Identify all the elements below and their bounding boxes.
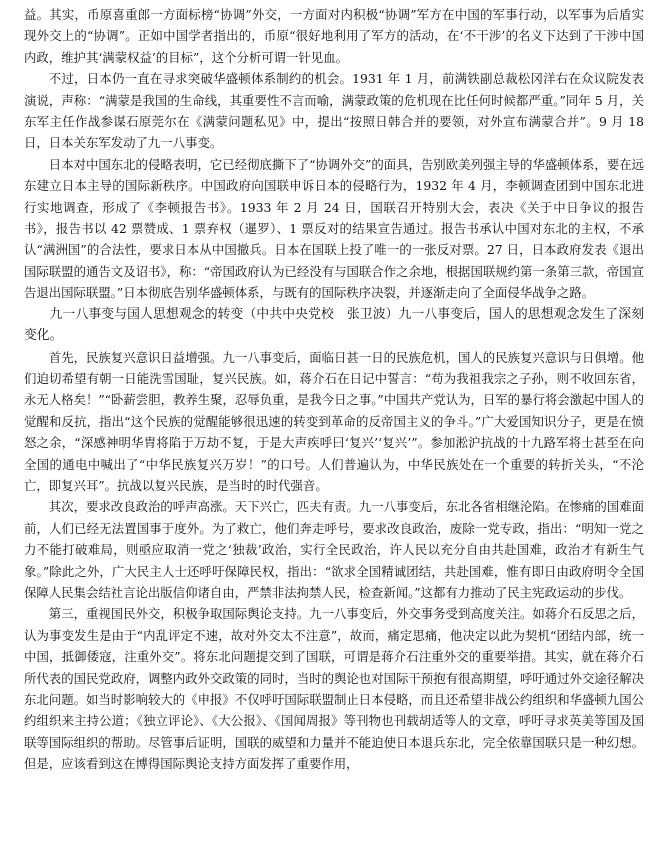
paragraph-4: 首先，民族复兴意识日益增强。九一八事变后，面临日甚一日的民族危机，国人的民族复兴意识与日俱增。他们迫切希望有朝一日能洗雪国耻，复兴民族。如，蒋介石在日记中誓言：“苟为我祖我宗之子孙，则不收回东省，永无人格矣！”“卧薪尝胆，教养生聚，忍辱负重，是我今日之事。”中国共产党认为，日军的暴行将会激起中国人的觉醒和反抗，指出“这个民族的觉醒能够很迅速的转变到革命的反帝国主义的争斗。”广大爱国知识分子，更是在愤怒之余，“深感神明华胄将陷于万劫不复，于是大声疾呼曰‘复兴’‘复兴’”。参加淞沪抗战的十九路军将士甚至在向全国的通电中喊出了“中华民族复兴万岁！”的口号。人们普遍认为，中华民族处在一个重要的转折关头，“不沦亡，即复兴耳”。抗战以复兴民族，是当时的时代强音。 <box>24 349 644 493</box>
paragraph-3: 日本对中国东北的侵略表明，它已经彻底撕下了“协调外交”的面具，告别欧美列强主导的华盛顿体系，要在远东建立日本主导的国际新秩序。中国政府向国联申诉日本的侵略行为，1932 年 4 月，李顿调查团到中国东北进行实地调查，形成了《李顿报告书》。1933 年 2 月 24 日，国联召开特别大会，表决《关于中日争议的报告书》，报告书以 42 票赞成、1 票弃权（暹罗）、1 票反对的结果宣告通过。报告书承认中国对东北的主权，不承认“满洲国”的合法性，要求日本从中国撤兵。日本在国联上投了唯一的一张反对票。27 日，日本政府发表《退出国际联盟的通告文及诏书》，称：“帝国政府认为已经没有与国联合作之余地，根据国联规约第一条第三款，帝国宣告退出国际联盟。”日本彻底告别华盛顿体系，与既有的国际秩序决裂，并逐渐走向了全面侵华战争之路。 <box>24 156 644 301</box>
paragraph-5: 其次，要求改良政治的呼声高涨。天下兴亡，匹夫有责。九一八事变后，东北各省相继沦陷。在惨痛的国难面前，人们已经无法置国事于度外。为了救亡，他们奔走呼号，要求改良政治，废除一党专政，指出：“明知一党之力不能打破难局，则亟应取消一党之‘独裁’政治，实行全民政治，许人民以充分自由共赴国难，政治才有新生气象。”除此之外，广大民主人士还呼吁保障民权，指出：“欲求全国精诚团结，共赴国难，惟有即日由政府明令全国保障人民集会结社言论出版信仰诸自由，严禁非法拘禁人民，检查新闻。”这都有力推动了民主宪政运动的步伐。 <box>24 499 644 600</box>
paragraph-2: 不过，日本仍一直在寻求突破华盛顿体系制约的机会。1931 年 1 月，前满铁副总裁松冈洋右在众议院发表演说，声称：“满蒙是我国的生命线，其重要性不言而喻，满蒙政策的危机现在比任何时候都严重。”同年 5 月，关东军主任作战参谋石原莞尔在《满蒙问题私见》中，提出“按照日韩合并的要领，对外宣布满蒙合并”。9 月 18 日，日本关东军发动了九一八事变。 <box>24 71 644 151</box>
paragraph-1: 益。其实，币原喜重郎一方面标榜“协调”外交，一方面对内积极“协调”军方在中国的军事行动，以军事为后盾实现外交上的“协调”。正如中国学者指出的，币原“很好地利用了军方的活动，在‘不干涉’的名义下达到了干涉中国内政，维护其‘满蒙权益’的目标”，这个分析可谓一针见血。 <box>24 7 644 65</box>
section-heading: 九一八事变与国人思想观念的转变（中共中央党校 张卫波）九一八事变后，国人的思想观念发生了深刻变化。 <box>24 306 644 344</box>
paragraph-6: 第三，重视国民外交，积极争取国际舆论支持。九一八事变后，外交事务受到高度关注。如蒋介石反思之后，认为事变发生是由于“内乱评定不速，故对外交太不注意”，故而，痛定思痛，他决定以此为契机“团结内部，统一中国，抵御倭寇，注重外交”。将东北问题提交到了国联，可谓是蒋介石注重外交的重要举措。其实，就在蒋介石所代表的国民党政府，调整内政外交政策的同时，当时的舆论也对国际干预抱有很高期望，呼吁通过外交途径解决东北问题。如当时影响较大的《申报》不仅呼吁国际联盟制止日本侵略，而且还希望非战公约组织和华盛顿九国公约组织来主持公道；《独立评论》、《大公报》、《国闻周报》等刊物也刊载胡适等人的文章，呼吁寻求英美等国及国联等国际组织的帮助。尽管事后证明，国联的威望和力量并不能迫使日本退兵东北，完全依靠国联只是一种幻想。但是，应该看到这在博得国际舆论支持方面发挥了重要作用， <box>24 606 644 772</box>
